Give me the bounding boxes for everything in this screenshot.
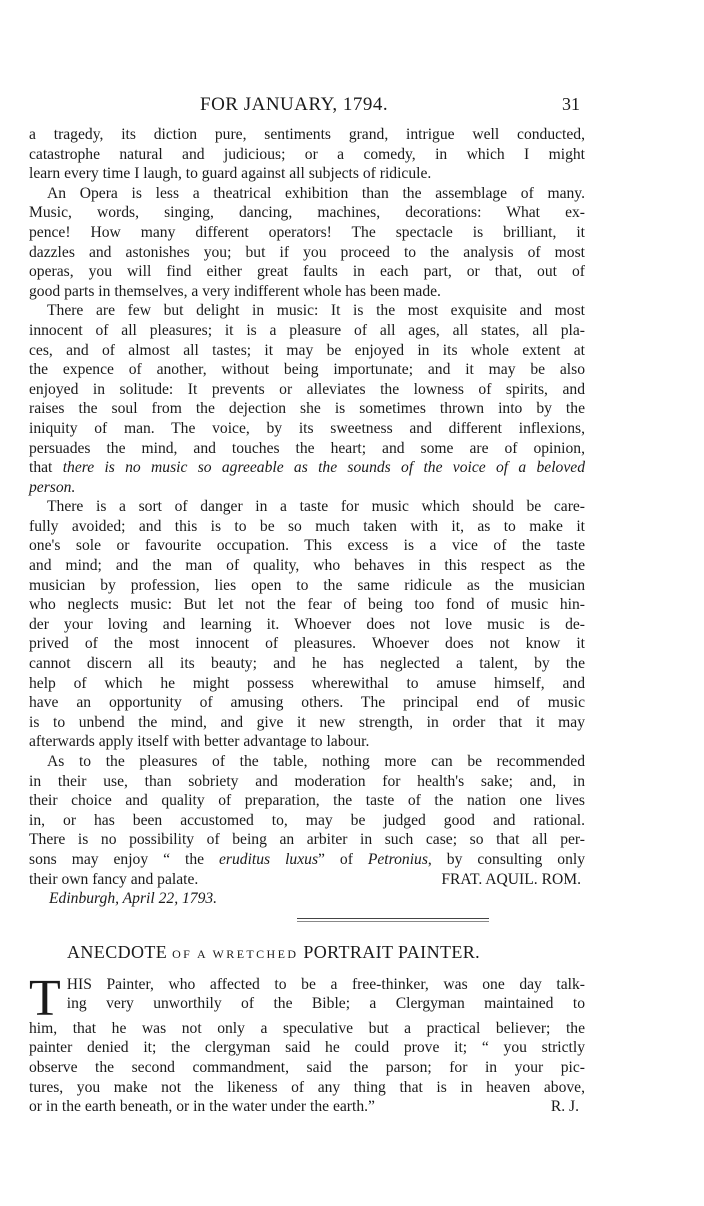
text-line: who neglects music: But let not the fear of being too fond of music hin- [29,596,585,614]
text-line: in, or has been accustomed to, may be judged good and rational. [29,811,585,829]
title-part-small: OF A WRETCHED [172,946,299,961]
title-part: ANECDOTE [67,941,168,962]
text-line: iniquity of man. The voice, by its sweetness and different inflexions, [29,419,585,437]
text-line [29,850,585,870]
author-name: Petronius [367,850,428,868]
text-line: their choice and quality of preparation, the taste of the nation one lives [29,792,585,810]
running-head: FOR JANUARY, 1794. [200,94,389,115]
text-line: afterwards apply itself with better advantage to labour. [29,733,370,751]
text-line: musician by profession, lies open to the same ridicule as the musician [29,576,585,594]
signature-line [29,870,585,890]
text-run: their own fancy and palate. [29,870,199,888]
anecdote-last-line [29,1097,585,1117]
text-line: raises the soul from the dejection she is sometimes thrown into by the [29,400,585,418]
drop-cap: T [29,969,61,1027]
text-line: catastrophe natural and judicious; or a comedy, in which I might [29,145,585,163]
author-signature: FRAT. AQUIL. ROM. [441,870,581,888]
text-line: fully avoided; and this is to be so much taken with it, as to make it [29,517,585,535]
text-line: innocent of all pleasures; it is a pleasure of all ages, all states, all pla- [29,321,585,339]
text-run: or in the earth beneath, or in the water under the earth.” [29,1098,375,1116]
text-line: persuades the mind, and touches the heart; and some are of opinion, [29,439,585,457]
text-line: one's sole or favourite occupation. This excess is a vice of the taste [29,537,585,555]
text-line: Music, words, singing, dancing, machines, decorations: What ex- [29,204,585,222]
text-run: sons may enjoy “ the [29,850,220,868]
text-line: dazzles and astonishes you; but if you proceed to the analysis of most [29,243,585,261]
text-line: a tragedy, its diction pure, sentiments grand, intrigue well conducted, [29,126,585,143]
text-line: good parts in themselves, a very indifferent whole has been made. [29,282,441,300]
text-line: ing very unworthily of the Bible; a Clergyman maintained to [66,995,585,1013]
anecdote-body [29,969,585,1117]
text-run: , by consulting only [427,850,585,868]
text-line: As to the pleasures of the table, nothing more can be recommended [47,753,585,770]
text-line: An Opera is less a theatrical exhibition than the assemblage of many. [47,184,585,202]
text-line: ces, and of almost all tastes; it may be enjoyed in its whole extent at [29,341,585,359]
text-line: der your loving and learning it. Whoever does not love music is de- [29,615,585,633]
paragraph-3 [29,301,585,497]
quote-italic-end: person. [29,478,76,496]
initials: R. J. [550,1098,579,1116]
text-line: help of which he might possess wherewithal to amuse himself, and [29,674,585,692]
article-body [29,125,585,1117]
text-line: observe the second commandment, said the parson; for in your pic- [29,1058,585,1076]
text-line: pence! How many different operators! The spectacle is brilliant, it [29,223,585,241]
text-line: is to unbend the mind, and give it new strength, in order that it may [29,713,585,731]
text-line: tures, you make not the likeness of any thing that is in heaven above, [29,1078,585,1096]
text-line: him, that he was not only a speculative but a practical believer; the [29,1019,585,1037]
text-line: operas, you will find either great faults in each part, or that, out of [29,263,585,281]
text-line: and mind; and the man of quality, who behaves in this respect as the [29,557,585,575]
text-line: There is a sort of danger in a taste for music which should be care- [47,498,585,516]
text-line: There is no possibility of being an arbiter in such case; so that all per- [29,831,585,849]
anecdote-title [67,942,585,963]
text-line: enjoyed in solitude: It prevents or alleviates the lowness of spirits, and [29,380,585,398]
place-date: Edinburgh, April 22, 1793. [49,890,218,908]
text-line [29,458,585,478]
text-line: have an opportunity of amusing others. The principal end of music [29,694,585,712]
text-run: ” of [318,850,368,868]
paragraph-2 [29,184,585,302]
text-run: that [29,459,63,477]
text-line: cannot discern all its beauty; and he has neglected a talent, by the [29,655,585,673]
text-line: the expence of another, without being importunate; and it may be also [29,361,585,379]
text-line: There are few but delight in music: It is the most exquisite and most [47,302,585,320]
text-line: painter denied it; the clergyman said he could prove it; “ you strictly [29,1039,585,1057]
latin-phrase: eruditus luxus [219,850,319,868]
quote-italic: there is no music so agreeable as the sounds of the voice of a beloved [62,459,585,477]
text-line: HIS Painter, who affected to be a free-thinker, was one day talk- [66,975,585,993]
text-line: learn every time I laugh, to guard against all subjects of ridicule. [29,165,432,183]
title-part: PORTRAIT PAINTER. [303,941,481,962]
section-divider [297,918,489,922]
text-line: in their use, than sobriety and moderation for health's sake; and, in [29,772,585,790]
page-number: 31 [562,94,580,114]
paragraph-5 [29,752,585,909]
text-line: prived of the most innocent of pleasures. Whoever does not know it [29,635,585,653]
paragraph-4 [29,497,585,752]
paragraph-1 [29,125,585,184]
